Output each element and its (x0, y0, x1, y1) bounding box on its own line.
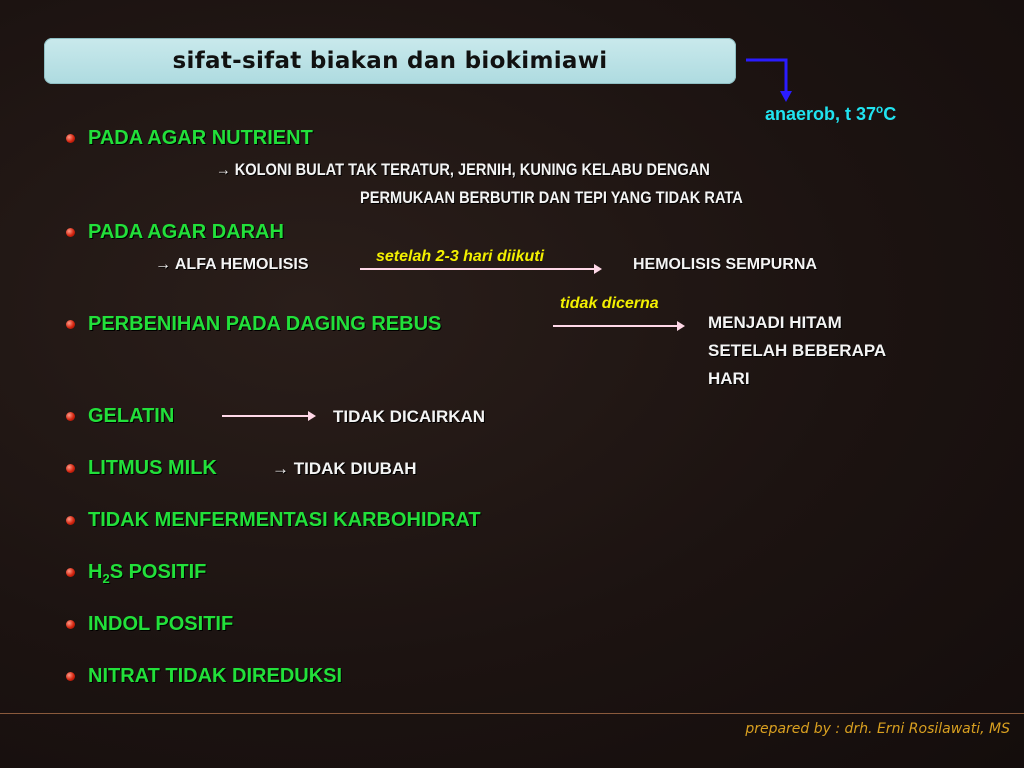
tidak-dicerna-label: tidak dicerna (560, 295, 659, 312)
arrow-darah (360, 268, 600, 270)
bullet-icon (66, 620, 75, 629)
connector-arrow (744, 55, 800, 105)
alfa-text: ALFA HEMOLISIS (174, 256, 309, 273)
menjadi-hitam-3: HARI (708, 369, 750, 388)
arrow-glyph-icon: → (155, 256, 171, 273)
degree-sup: o (876, 103, 884, 116)
bullet-icon (66, 568, 75, 577)
item-daging-rebus: PERBENIHAN PADA DAGING REBUS (88, 313, 442, 335)
anaerob-label (765, 103, 896, 125)
bullet-icon (66, 320, 75, 329)
bullet-icon (66, 516, 75, 525)
arrow-gelatin (222, 415, 314, 417)
anaerob-text: anaerob, t 37 (765, 104, 877, 124)
bullet-icon (66, 134, 75, 143)
page-title: sifat-sifat biakan dan biokimiawi (172, 48, 608, 74)
bullet-icon (66, 412, 75, 421)
title-banner (44, 38, 736, 84)
agar-nutrient-desc-1 (216, 160, 710, 180)
item-agar-darah: PADA AGAR DARAH (88, 221, 284, 243)
diubah-text: TIDAK DIUBAH (293, 459, 417, 478)
setelah-label: setelah 2-3 hari diikuti (376, 248, 545, 265)
item-nitrat: NITRAT TIDAK DIREDUKSI (88, 665, 343, 687)
arrow-glyph-icon: → (272, 459, 289, 478)
bullet-icon (66, 464, 75, 473)
arrow-daging (553, 325, 683, 327)
tidak-dicairkan: TIDAK DICAIRKAN (333, 407, 486, 426)
item-agar-nutrient: PADA AGAR NUTRIENT (88, 127, 313, 149)
tidak-diubah (272, 459, 417, 479)
alfa-hemolisis (155, 256, 309, 274)
hemolisis-sempurna: HEMOLISIS SEMPURNA (633, 256, 818, 273)
item-litmus: LITMUS MILK (88, 457, 217, 479)
menjadi-hitam-2: SETELAH BEBERAPA (708, 341, 887, 360)
anaerob-unit: C (883, 104, 897, 124)
arrow-glyph-icon: → (216, 160, 231, 179)
menjadi-hitam-1: MENJADI HITAM (708, 313, 842, 332)
h2s-h: H (88, 561, 103, 583)
h2s-rest: S POSITIF (109, 561, 207, 583)
item-h2s (88, 561, 206, 586)
agar-nutrient-desc-2: PERMUKAAN BERBUTIR DAN TEPI YANG TIDAK RATA (360, 188, 743, 207)
desc-text: KOLONI BULAT TAK TERATUR, JERNIH, KUNING KELABU DENGAN (234, 160, 710, 179)
bullet-icon (66, 228, 75, 237)
h2s-sub: 2 (102, 571, 110, 586)
footer-divider (0, 713, 1024, 714)
bullet-icon (66, 672, 75, 681)
item-gelatin: GELATIN (88, 405, 175, 427)
item-karbohidrat: TIDAK MENFERMENTASI KARBOHIDRAT (88, 509, 481, 531)
item-indol: INDOL POSITIF (88, 613, 234, 635)
footer-credit: prepared by : drh. Erni Rosilawati, MS (745, 721, 1010, 737)
